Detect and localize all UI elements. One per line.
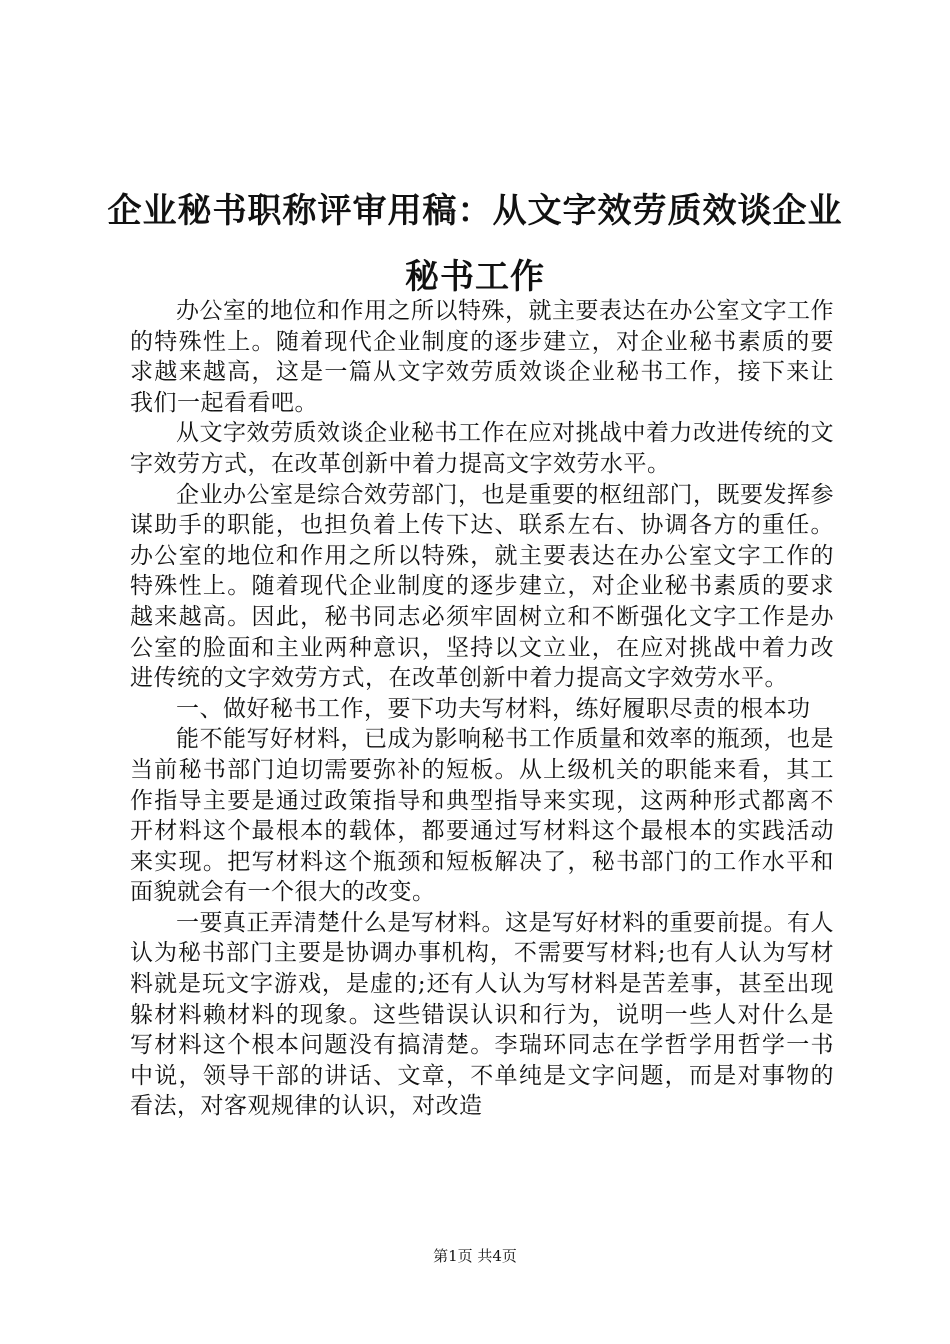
page-footer: 第1页 共4页: [433, 1247, 517, 1265]
paragraph: 从文字效劳质效谈企业秘书工作在应对挑战中着力改进传统的文字效劳方式，在改革创新中着力提高文字效劳水平。: [130, 420, 834, 477]
paragraph: 能不能写好材料，已成为影响秘书工作质量和效率的瓶颈，也是当前秘书部门迫切需要弥补的短板。从上级机关的职能来看，其工作指导主要是通过政策指导和典型指导来实现，这两种形式都离不开材料这个最根本的载体，都要通过写材料这个最根本的实践活动来实现。把写材料这个瓶颈和短板解决了，秘书部门的工作水平和面貌就会有一个很大的改变。: [130, 726, 834, 906]
paragraph: 一要真正弄清楚什么是写材料。这是写好材料的重要前提。有人认为秘书部门主要是协调办事机构，不需要写材料;也有人认为写材料就是玩文字游戏，是虚的;还有人认为写材料是苦差事，甚至出现躲材料赖材料的现象。这些错误认识和行为，说明一些人对什么是写材料这个根本问题没有搞清楚。李瑞环同志在学哲学用哲学一书中说，领导干部的讲话、文章，不单纯是文字问题，而是对事物的看法，对客观规律的认识，对改造: [130, 909, 834, 1120]
document-title: 企业秘书职称评审用稿：从文字效劳质效谈企业秘书工作: [107, 191, 843, 297]
document-body: [130, 296, 834, 1122]
section-heading: 一、做好秘书工作，要下功夫写材料，练好履职尽责的根本功: [176, 695, 811, 722]
paragraph: 企业办公室是综合效劳部门，也是重要的枢纽部门，既要发挥参谋助手的职能，也担负着上传下达、联系左右、协调各方的重任。办公室的地位和作用之所以特殊，就主要表达在办公室文字工作的特殊性上。随着现代企业制度的逐步建立，对企业秘书素质的要求越来越高。因此，秘书同志必须牢固树立和不断强化文字工作是办公室的脸面和主业两种意识，坚持以文立业，在应对挑战中着力改进传统的文字效劳方式，在改革创新中着力提高文字效劳水平。: [130, 481, 834, 692]
paragraph: 办公室的地位和作用之所以特殊，就主要表达在办公室文字工作的特殊性上。随着现代企业制度的逐步建立，对企业秘书素质的要求越来越高，这是一篇从文字效劳质效谈企业秘书工作，接下来让我们一起看看吧。: [130, 298, 834, 416]
